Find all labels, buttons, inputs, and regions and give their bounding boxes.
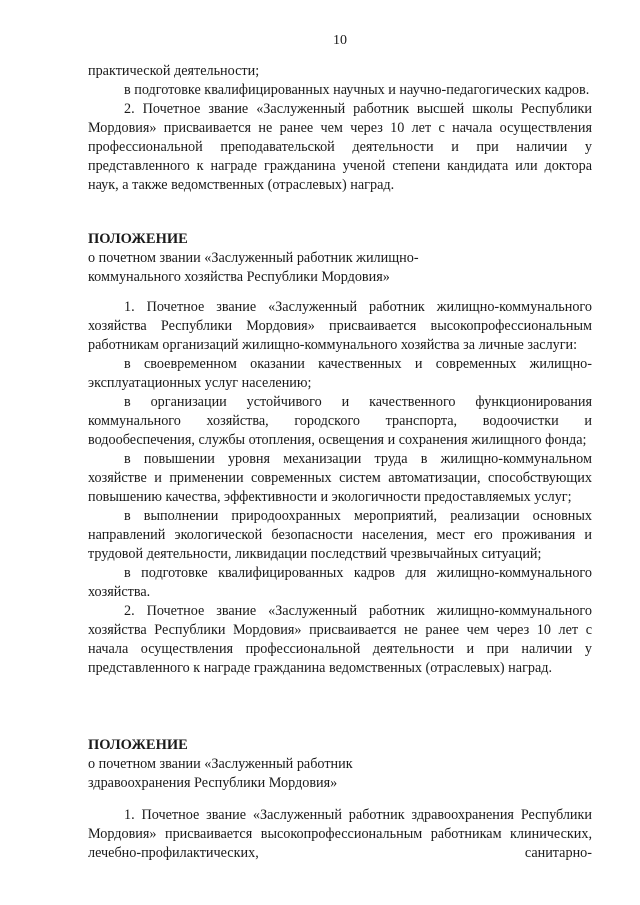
section-subtitle: здравоохранения Республики Мордовия» [88, 775, 338, 791]
page-number: 10 [333, 33, 347, 48]
section-body [88, 806, 592, 863]
paragraph: в повышении уровня механизации труда в жилищно-коммунальном хозяйстве и применении современных систем автоматизации, способствующих повышению качества, эффективности и экологичности предоставляемых услуг; [88, 451, 592, 505]
paragraph: практической деятельности; [88, 63, 260, 79]
section-heading [88, 736, 592, 793]
paragraph: 1. Почетное звание «Заслуженный работник жилищно-коммунального хозяйства Республики Мордовия» присваивается высокопрофессиональным работникам организаций жилищно-коммунального хозяйства за личные заслуги: [88, 299, 592, 353]
paragraph: 1. Почетное звание «Заслуженный работник здравоохранения Республики Мордовия» присваивается высокопрофессиональным работникам клинических, лечебно-профилактических, санитарно- [88, 807, 592, 861]
section-subtitle: коммунального хозяйства Республики Мордовия» [88, 269, 390, 285]
paragraph: в своевременном оказании качественных и современных жилищно-эксплуатационных услуг населению; [88, 356, 592, 391]
paragraph: в выполнении природоохранных мероприятий, реализации основных направлений экологической безопасности населения, мест его проживания и трудовой деятельности, ликвидации последствий чрезвычайных ситуаций; [88, 508, 592, 562]
section-subtitle: о почетном звании «Заслуженный работник жилищно- [88, 250, 419, 266]
section-title: ПОЛОЖЕНИЕ [88, 737, 188, 753]
paragraph: 2. Почетное звание «Заслуженный работник жилищно-коммунального хозяйства Республики Мордовия» присваивается не ранее чем через 10 лет с начала осуществления профессиональной деятельности и при наличии у представленного к награде гражданина ведомственных (отраслевых) наград. [88, 603, 592, 676]
paragraph: в подготовке квалифицированных кадров для жилищно-коммунального хозяйства. [88, 565, 592, 600]
section-heading [88, 230, 592, 287]
section-subtitle: о почетном звании «Заслуженный работник [88, 756, 353, 772]
intro-block [88, 62, 592, 195]
section-body [88, 298, 592, 678]
paragraph: в подготовке квалифицированных научных и научно-педагогических кадров. [124, 82, 590, 98]
paragraph: в организации устойчивого и качественного функционирования коммунального хозяйства, городского транспорта, водоочистки и водообеспечения, службы отопления, освещения и сохранения жилищного фонда; [88, 394, 592, 448]
paragraph: 2. Почетное звание «Заслуженный работник высшей школы Республики Мордовия» присваивается не ранее чем через 10 лет с начала осуществления профессиональной преподавательской деятельности и при наличии у представленного к награде гражданина ученой степени кандидата или доктора наук, а также ведомственных (отраслевых) наград. [88, 101, 592, 193]
section-title: ПОЛОЖЕНИЕ [88, 231, 188, 247]
